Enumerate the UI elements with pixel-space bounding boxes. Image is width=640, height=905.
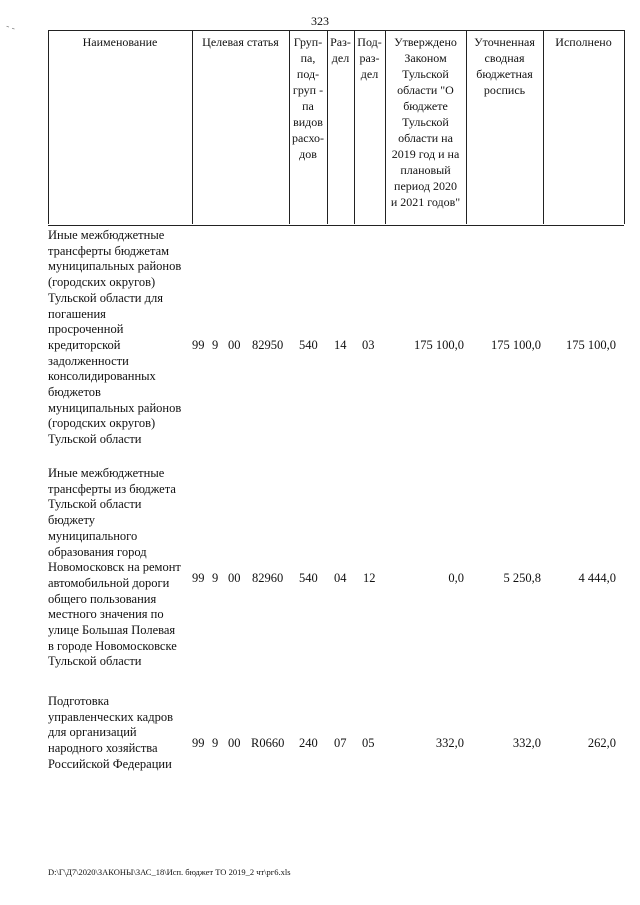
refined-value: 5 250,8: [503, 571, 541, 585]
header-name: Наименование: [82, 35, 158, 49]
text-line: Подготовка: [48, 694, 110, 708]
executed-value: 175 100,0: [566, 338, 616, 352]
text-line: бюджете: [403, 99, 448, 113]
text-line: Тульской области: [48, 432, 142, 447]
header-refined: [466, 34, 543, 98]
text-line: (городских округов): [48, 416, 156, 431]
text-line: погашения: [48, 306, 106, 321]
text-line: па: [302, 99, 314, 113]
subsection-code: 12: [363, 571, 376, 585]
code-subprogram: 9: [212, 338, 219, 352]
text-line: дел: [331, 51, 350, 65]
text-line: Утверждено: [394, 35, 457, 49]
text-line: плановый: [400, 163, 451, 177]
refined-value: 175 100,0: [491, 338, 541, 352]
text-line: Уточненная: [474, 35, 535, 49]
text-line: сводная: [484, 51, 525, 65]
text-line: просроченной: [48, 322, 124, 337]
text-line: Законом: [404, 51, 447, 65]
text-line: области "О: [397, 83, 454, 97]
text-line: для организаций: [48, 725, 137, 740]
text-line: муниципального: [48, 528, 138, 543]
code-main: 00: [228, 736, 241, 750]
text-line: автомобильной дороги: [48, 575, 170, 590]
text-line: Тульской: [402, 115, 449, 129]
header-executed: Исполнено: [555, 35, 612, 49]
code-direction: 82960: [252, 571, 284, 585]
text-line: роспись: [483, 83, 526, 97]
text-line: бюджетов: [48, 385, 101, 400]
section-code: 04: [334, 571, 347, 585]
header-section: [327, 34, 354, 66]
approved-value: 0,0: [448, 571, 464, 585]
code-program: 99: [192, 736, 205, 750]
code-subprogram: 9: [212, 571, 219, 585]
code-program: 99: [192, 338, 205, 352]
header-group: [289, 34, 327, 162]
header-subsection: [354, 34, 385, 82]
text-line: Тульской области: [48, 654, 142, 669]
text-line: дел: [360, 67, 379, 81]
file-path-footer: D:\Г\Д7\2020\ЗАКОНЫ\ЗАС_18\Исп. бюджет ТО 2019_2 чт\рг6.xls: [48, 867, 291, 877]
text-line: (городских округов): [48, 275, 156, 290]
text-line: задолженности: [48, 353, 129, 368]
text-line: и 2021 годов": [390, 195, 461, 209]
text-line: 2019 год и на: [391, 147, 460, 161]
text-line: управленческих кадров: [48, 709, 173, 724]
text-line: общего пользования: [48, 591, 157, 606]
approved-value: 175 100,0: [414, 338, 464, 352]
text-line: трансферты из бюджета: [48, 481, 176, 496]
group-code: 540: [299, 338, 318, 352]
text-line: трансферты бюджетам: [48, 243, 170, 258]
text-line: период 2020: [394, 179, 457, 193]
text-line: па,: [300, 51, 316, 65]
executed-value: 4 444,0: [578, 571, 616, 585]
text-line: Новомосковск на ремонт: [48, 560, 181, 575]
header-approved: [385, 34, 466, 210]
text-line: Иные межбюджетные: [48, 228, 165, 242]
text-line: под-: [296, 67, 320, 81]
row-name: [48, 228, 193, 448]
group-code: 540: [299, 571, 318, 585]
group-code: 240: [299, 736, 318, 750]
text-line: муниципальных районов: [48, 259, 182, 274]
text-line: кредиторской: [48, 337, 121, 352]
refined-value: 332,0: [512, 736, 541, 750]
text-line: Груп-: [293, 35, 323, 49]
text-line: раз-: [359, 51, 380, 65]
section-code: 14: [334, 338, 347, 352]
executed-value: 262,0: [587, 736, 616, 750]
text-line: улице Большая Полевая: [48, 623, 176, 638]
text-line: Тульской области для: [48, 290, 163, 305]
text-line: народного хозяйства: [48, 741, 158, 756]
code-main: 00: [228, 571, 241, 585]
page-number: 323: [311, 14, 329, 28]
text-line: Под-: [357, 35, 382, 49]
text-line: груп -: [292, 83, 324, 97]
text-line: видов: [293, 115, 323, 129]
code-direction: R0660: [251, 736, 285, 750]
text-line: в городе Новомосковске: [48, 638, 177, 653]
text-line: Раз-: [330, 35, 351, 49]
section-code: 07: [334, 736, 347, 750]
scan-mark: - -: [4, 20, 17, 35]
text-line: Тульской области: [48, 497, 142, 512]
text-line: образования город: [48, 544, 147, 559]
text-line: Тульской: [402, 67, 449, 81]
text-line: местного значения по: [48, 607, 164, 622]
row-name: [48, 466, 193, 670]
text-line: области на: [398, 131, 453, 145]
code-subprogram: 9: [212, 736, 219, 750]
code-direction: 82950: [252, 338, 284, 352]
subsection-code: 05: [362, 736, 375, 750]
text-line: муниципальных районов: [48, 400, 182, 415]
code-main: 00: [228, 338, 241, 352]
row-name: [48, 694, 193, 773]
header-target: Целевая статья: [202, 35, 279, 49]
text-line: Иные межбюджетные: [48, 466, 165, 480]
text-line: бюджету: [48, 513, 95, 528]
approved-value: 332,0: [435, 736, 464, 750]
subsection-code: 03: [362, 338, 375, 352]
text-line: Российской Федерации: [48, 756, 172, 771]
text-line: консолидированных: [48, 369, 156, 384]
text-line: дов: [299, 147, 317, 161]
text-line: бюджетная: [476, 67, 533, 81]
code-program: 99: [192, 571, 205, 585]
text-line: расхо-: [291, 131, 325, 145]
